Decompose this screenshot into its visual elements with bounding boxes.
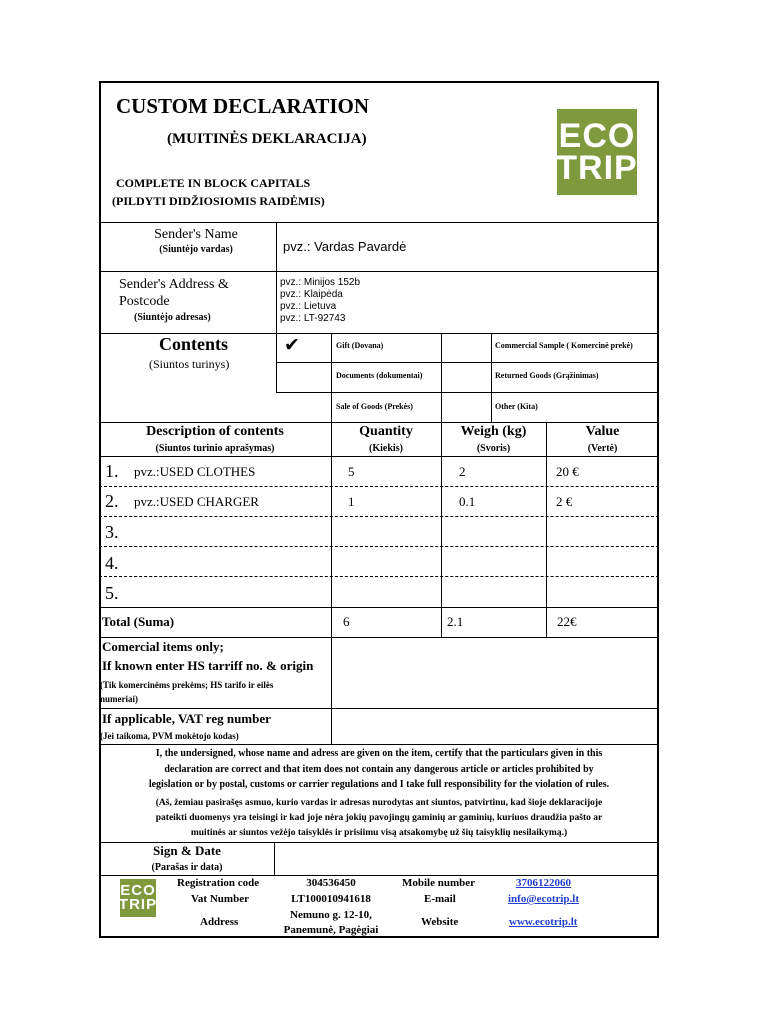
- logo-text-eco: ECO: [120, 881, 156, 899]
- sender-postcode-label: Postcode: [119, 294, 170, 309]
- total-weight[interactable]: 2.1: [447, 614, 464, 629]
- address-value: Nemuno g. 12-10,: [290, 909, 372, 921]
- divider: [99, 422, 659, 423]
- total-value[interactable]: 22€: [557, 614, 577, 629]
- vat-label-lt: (Jei taikoma, PVM mokėtojo kodas): [100, 731, 239, 741]
- commercial-note: (Tik komercinėms prekėms; HS tarifo ir eilės: [100, 680, 274, 690]
- mobile-label: Mobile number: [402, 877, 476, 889]
- hs-tariff-field[interactable]: [332, 638, 658, 708]
- column-quantity: Quantity: [359, 424, 413, 439]
- address-line: pvz.: Lietuva: [280, 301, 337, 312]
- vat-label: If applicable, VAT reg number: [102, 711, 271, 726]
- form-subtitle: (MUITINĖS DEKLARACIJA): [167, 131, 367, 147]
- divider: [99, 546, 659, 547]
- row-value[interactable]: 20 €: [556, 464, 579, 479]
- divider: [99, 576, 659, 577]
- hs-tariff-label: If known enter HS tarriff no. & origin: [102, 658, 314, 673]
- option-other: Other (Kita): [495, 402, 538, 411]
- website-label: Website: [421, 916, 459, 928]
- total-label: Total (Suma): [102, 614, 175, 629]
- row-number: 5.: [105, 583, 119, 603]
- sale-of-goods-checkbox[interactable]: [277, 393, 331, 422]
- divider: [99, 607, 659, 608]
- certification-line: legislation or by postal, customs or carrier regulations and I take full responsibility for the violation of rules.: [148, 779, 610, 790]
- divider: [99, 516, 659, 517]
- option-commercial-sample: Commercial Sample ( Komercinė prekė): [495, 341, 633, 350]
- contents-label: Contents: [159, 334, 229, 354]
- email-link[interactable]: info@ecotrip.lt: [508, 893, 580, 905]
- vat-number-value: LT100010941618: [291, 893, 371, 905]
- check-icon: ✔: [284, 335, 300, 356]
- row-quantity[interactable]: 1: [348, 494, 355, 509]
- row-weight[interactable]: 0.1: [459, 494, 476, 509]
- sender-address-label: Sender's Address &: [119, 277, 229, 292]
- certification-line: declaration are correct and that item does not contain any dangerous article or articles prohibited by: [164, 764, 594, 775]
- logo-text-trip: TRIP: [118, 896, 158, 913]
- row-number: 4.: [105, 553, 119, 573]
- other-checkbox[interactable]: [442, 393, 491, 422]
- address-value: Panemunė, Pagėgiai: [283, 924, 379, 936]
- option-returned-goods: Returned Goods (Grąžinimas): [495, 371, 599, 380]
- mobile-link[interactable]: 3706122060: [516, 877, 571, 889]
- divider: [99, 744, 659, 745]
- divider: [331, 333, 332, 423]
- registration-value: 304536450: [306, 877, 356, 889]
- divider: [99, 271, 659, 272]
- logo-text-eco: ECO: [558, 116, 636, 155]
- divider: [99, 486, 659, 487]
- divider: [99, 875, 659, 876]
- column-description-lt: (Siuntos turinio aprašymas): [155, 443, 275, 454]
- address-label: Address: [200, 916, 239, 928]
- divider: [99, 456, 659, 457]
- ecotrip-logo: [557, 109, 637, 195]
- row-number: 1.: [105, 461, 119, 481]
- sender-name-label: Sender's Name: [154, 227, 238, 242]
- certification-line-lt: muitinės ar siuntos vežėjo taisyklės ir prisiimu visą atsakomybę už šių taisyklių nesilaikymą.): [190, 828, 568, 838]
- row-description[interactable]: pvz.:USED CHARGER: [134, 494, 259, 509]
- instruction-en: COMPLETE IN BLOCK CAPITALS: [116, 176, 311, 190]
- option-documents: Documents (dokumentai): [336, 371, 423, 380]
- divider: [276, 222, 277, 334]
- commercial-sample-checkbox[interactable]: [442, 334, 491, 362]
- certification-line-lt: (Aš, žemiau pasirašęs asmuo, kurio vardas ir adresas nurodytas ant siuntos, patvirtinu, kad šioje deklaracijoje: [155, 798, 603, 808]
- vat-field[interactable]: [332, 709, 658, 744]
- signature-field[interactable]: [275, 843, 658, 875]
- commercial-label: Comercial items only;: [102, 639, 224, 654]
- column-description: Description of contents: [146, 424, 284, 439]
- column-value: Value: [585, 424, 620, 439]
- email-label: E-mail: [424, 893, 456, 905]
- option-sale-of-goods: Sale of Goods (Prekės): [336, 402, 413, 411]
- vat-number-label: Vat Number: [191, 893, 249, 905]
- sender-name-field[interactable]: pvz.: Vardas Pavardė: [283, 239, 407, 254]
- column-weight-lt: (Svoris): [476, 443, 511, 454]
- row-number: 3.: [105, 522, 119, 542]
- form-title: CUSTOM DECLARATION: [116, 94, 370, 118]
- total-quantity[interactable]: 6: [343, 614, 350, 629]
- sign-label: Sign & Date: [153, 843, 221, 858]
- address-line: pvz.: Klaipėda: [280, 289, 343, 300]
- sender-name-label-lt: (Siuntėjo vardas): [159, 244, 233, 255]
- registration-label: Registration code: [177, 877, 260, 889]
- certification-line-lt: pateikti duomenys yra teisingi ir kad joje nėra jokių pavojingų gaminių ar gaminių, kuriuos draudžia pašto ar: [155, 813, 603, 823]
- address-line: pvz.: Minijos 152b: [280, 277, 361, 288]
- column-value-lt: (Vertė): [587, 443, 618, 454]
- returned-goods-checkbox[interactable]: [442, 363, 491, 392]
- logo-text-trip: TRIP: [556, 149, 638, 187]
- divider: [99, 222, 659, 223]
- option-gift: Gift (Dovana): [336, 341, 384, 350]
- row-value[interactable]: 2 €: [556, 494, 573, 509]
- sign-label-lt: (Parašas ir data): [151, 862, 223, 873]
- row-weight[interactable]: 2: [459, 464, 466, 479]
- certification-line: I, the undersigned, whose name and adress are given on the item, certify that the particulars given in this: [155, 748, 603, 759]
- row-quantity[interactable]: 5: [348, 464, 355, 479]
- column-quantity-lt: (Kiekis): [369, 443, 403, 454]
- instruction-lt: (PILDYTI DIDŽIOSIOMIS RAIDĖMIS): [112, 194, 325, 208]
- address-line: pvz.: LT-92743: [280, 313, 346, 324]
- footer-ecotrip-logo: [120, 879, 156, 917]
- commercial-note: numeriai): [100, 694, 138, 704]
- documents-checkbox[interactable]: [277, 363, 331, 392]
- sender-address-label-lt: (Siuntėjo adresas): [134, 312, 211, 323]
- column-weight: Weigh (kg): [460, 424, 527, 439]
- contents-label-lt: (Siuntos turinys): [149, 357, 230, 371]
- website-link[interactable]: www.ecotrip.lt: [509, 916, 578, 928]
- row-number: 2.: [105, 491, 119, 511]
- divider: [491, 333, 492, 423]
- row-description[interactable]: pvz.:USED CLOTHES: [134, 464, 256, 479]
